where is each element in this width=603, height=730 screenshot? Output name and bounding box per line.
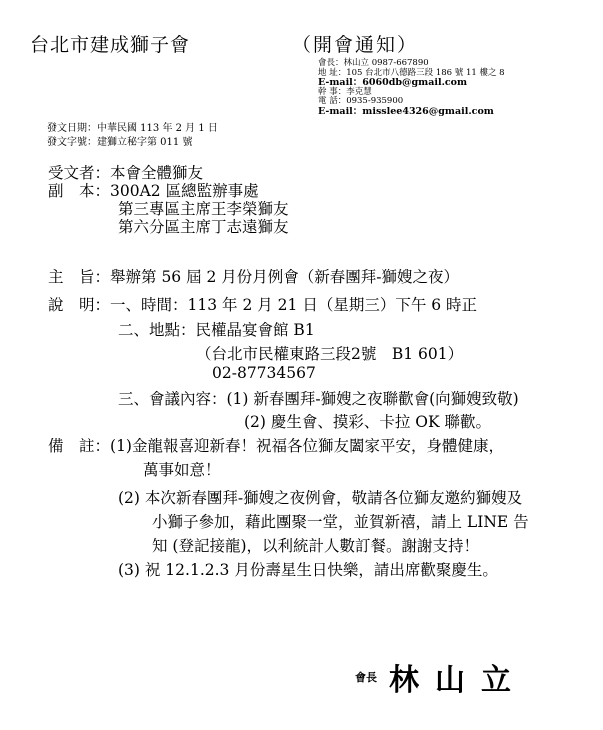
note-2-line-c: 知 (登記接龍)，以利統計人數訂餐。謝謝支持！ — [152, 537, 480, 555]
explain-label: 說 明： — [48, 296, 111, 314]
subject-line — [48, 265, 459, 287]
agenda-item-1: 三、會議內容：(1) 新春團拜-獅嫂之夜聯歡會(向獅嫂致敬) — [118, 390, 519, 408]
venue-address: （台北市民權東路三段2號 B1 601） — [196, 345, 464, 363]
meeting-time: 一、時間：113 年 2 月 21 日（星期三）下午 6 時正 — [110, 296, 478, 314]
association-title: 台北市建成獅子會 — [30, 34, 191, 56]
signature-label: 會長 — [355, 671, 377, 684]
email-line-2: E-mail：misslee4326@gmail.com — [318, 105, 494, 117]
note-3: (3) 祝 12.1.2.3 月份壽星生日快樂，請出席歡聚慶生。 — [118, 561, 498, 579]
cc-recipient: 第六分區主席丁志遠獅友 — [118, 218, 289, 236]
subject-text: 舉辦第 56 屆 2 月份月例會（新春團拜-獅嫂之夜） — [110, 268, 460, 286]
note-1-line-b: 萬事如意！ — [143, 461, 221, 479]
president-contact: 會長：林山立 0987-667890 — [318, 58, 429, 68]
recipients-block — [48, 164, 289, 236]
contact-block — [318, 59, 505, 117]
notes-label: 備 註： — [48, 437, 111, 455]
secretary-line: 幹 事：李克慧 — [318, 86, 372, 97]
note-1-line-a: (1)金龍報喜迎新春！祝福各位獅友闔家平安，身體健康， — [110, 437, 504, 455]
notice-heading: （開會通知） — [292, 34, 419, 56]
explain-time-line — [48, 293, 477, 315]
email-line-1: E-mail：6060db@gmail.com — [318, 77, 468, 89]
document-meta — [47, 122, 218, 150]
recipient: 本會全體獅友 — [110, 164, 204, 182]
note-2-line-a: (2) 本次新春團拜-獅嫂之夜例會，敬請各位獅友邀約獅嫂及 — [118, 489, 523, 507]
meeting-place: 二、地點：民權晶宴會館 B1 — [118, 321, 315, 339]
subject-label: 主 旨： — [48, 268, 111, 286]
signature-block — [355, 655, 527, 699]
recipient-label: 受文者： — [48, 164, 111, 182]
issue-date: 發文日期：中華民國 113 年 2 月 1 日 — [47, 123, 218, 134]
president-signature: 林山立 — [389, 663, 527, 698]
venue-phone: 02-87734567 — [212, 364, 316, 382]
document-number: 發文字號：建獅立秘字第 011 號 — [47, 137, 193, 148]
phone-line: 電 話：0935-935900 — [318, 96, 404, 107]
cc-recipient: 第三專區主席王李榮獅友 — [118, 200, 289, 218]
address-line: 地 址：105 台北市八德路三段 186 號 11 樓之 8 — [318, 67, 505, 78]
cc-label: 副 本： — [48, 182, 111, 200]
notes-line-1 — [48, 434, 504, 456]
agenda-item-2: (2) 慶生會、摸彩、卡拉 OK 聯歡。 — [244, 413, 492, 431]
cc-recipient: 300A2 區總監辦事處 — [110, 182, 259, 200]
note-2-line-b: 小獅子參加，藉此團聚一堂，並賀新禧，請上 LINE 告 — [152, 513, 529, 531]
